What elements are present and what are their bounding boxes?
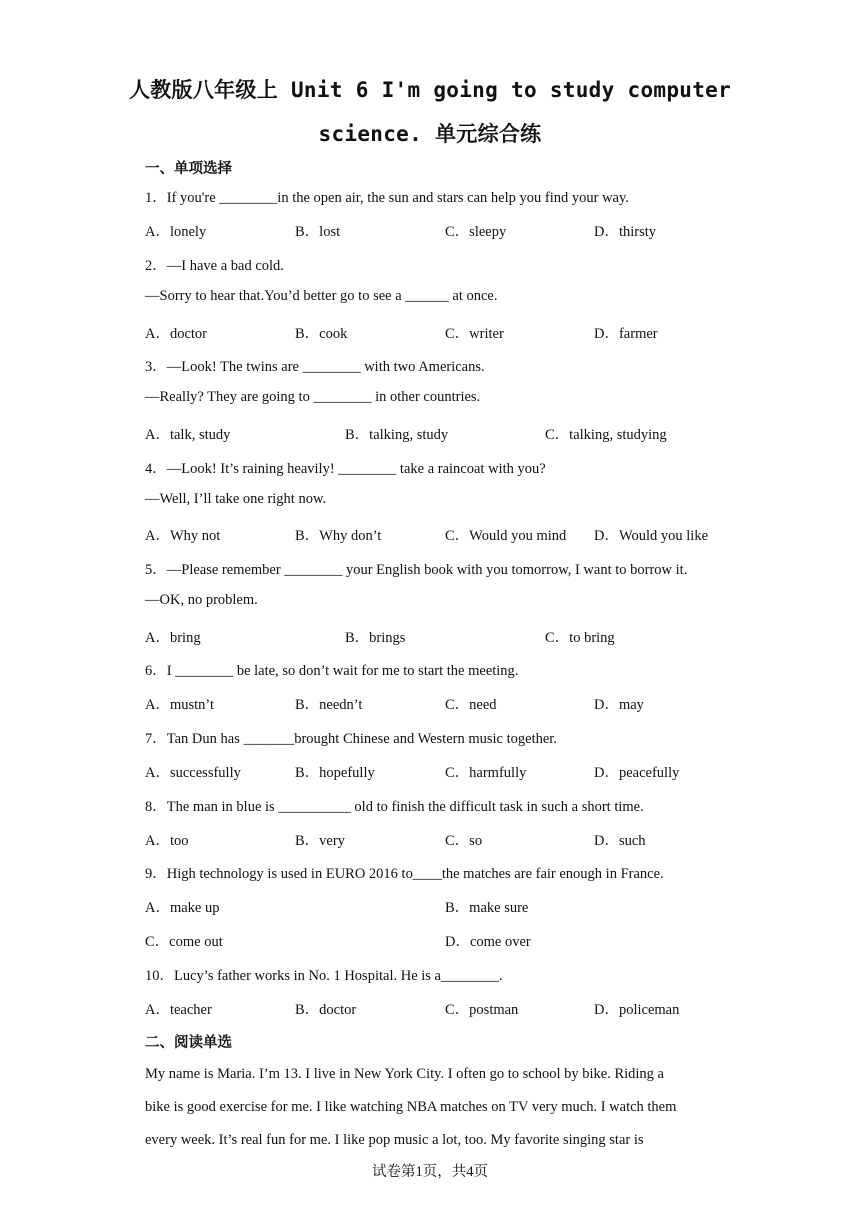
question-10-option-a: A．teacher <box>145 1002 212 1018</box>
question-8-option-b: B．very <box>295 833 345 849</box>
question-6-option-a: A．mustn’t <box>145 697 215 713</box>
question-9-option-b: B．make sure <box>445 900 529 916</box>
question-10-option-b: B．doctor <box>295 1002 357 1018</box>
page-footer: 试卷第1页，共4页 <box>372 1164 488 1180</box>
question-9-option-d: D．come over <box>445 934 531 950</box>
question-8-option-c: C．so <box>445 833 483 849</box>
question-4-option-a: A．Why not <box>145 528 221 544</box>
question-3-option-c: C．talking, studying <box>545 427 667 443</box>
question-5-option-b: B．brings <box>345 630 406 646</box>
question-5-stem: 5．—Please remember ________ your English book with you tomorrow, I want to borrow it. <box>145 562 688 578</box>
document-title-line2: science. 单元综合练 <box>318 122 542 146</box>
passage-line-3: every week. It’s real fun for me. I like pop music a lot, too. My favorite singing star is <box>145 1132 644 1148</box>
question-6-option-d: D．may <box>594 697 644 713</box>
question-4-stem: 4．—Look! It’s raining heavily! ________ take a raincoat with you? <box>145 461 546 477</box>
question-4-option-c: C．Would you mind <box>445 528 567 544</box>
question-9-stem: 9．High technology is used in EURO 2016 to____the matches are fair enough in France. <box>145 866 664 882</box>
question-7-stem: 7．Tan Dun has _______brought Chinese and Western music together. <box>145 731 557 747</box>
question-4-stem-reply: —Well, I’ll take one right now. <box>145 491 327 507</box>
question-6-stem: 6．I ________ be late, so don’t wait for me to start the meeting. <box>145 663 519 679</box>
passage-line-1: My name is Maria. I’m 13. I live in New York City. I often go to school by bike. Riding a <box>145 1066 664 1082</box>
question-7-option-a: A．successfully <box>145 765 241 781</box>
question-7-option-b: B．hopefully <box>295 765 375 781</box>
question-4-option-b: B．Why don’t <box>295 528 382 544</box>
question-2-option-c: C．writer <box>445 326 504 342</box>
question-8-option-d: D．such <box>594 833 646 849</box>
question-2-stem-reply: —Sorry to hear that.You’d better go to see a ______ at once. <box>145 288 498 304</box>
question-1-option-c: C．sleepy <box>445 224 507 240</box>
question-7-option-d: D．peacefully <box>594 765 680 781</box>
question-4-option-d: D．Would you like <box>594 528 709 544</box>
question-1-stem: 1．If you're ________in the open air, the sun and stars can help you find your way. <box>145 190 629 206</box>
question-3-option-b: B．talking, study <box>345 427 449 443</box>
section-heading-single-choice: 一、单项选择 <box>145 161 232 177</box>
question-2-option-a: A．doctor <box>145 326 208 342</box>
question-10-option-c: C．postman <box>445 1002 519 1018</box>
question-9-option-a: A．make up <box>145 900 220 916</box>
passage-line-2: bike is good exercise for me. I like watching NBA matches on TV very much. I watch them <box>145 1099 677 1115</box>
question-1-option-b: B．lost <box>295 224 341 240</box>
document-title-line1: 人教版八年级上 Unit 6 I'm going to study computer <box>128 78 732 102</box>
question-2-stem: 2．—I have a bad cold. <box>145 258 284 274</box>
question-10-stem: 10．Lucy’s father works in No. 1 Hospital. He is a________. <box>145 968 503 984</box>
question-6-option-c: C．need <box>445 697 497 713</box>
question-5-stem-reply: —OK, no problem. <box>145 592 258 608</box>
question-8-stem: 8．The man in blue is __________ old to finish the difficult task in such a short time. <box>145 799 644 815</box>
question-6-option-b: B．needn’t <box>295 697 363 713</box>
question-2-option-d: D．farmer <box>594 326 658 342</box>
question-5-option-c: C．to bring <box>545 630 615 646</box>
question-7-option-c: C．harmfully <box>445 765 527 781</box>
question-5-option-a: A．bring <box>145 630 201 646</box>
question-9-option-c: C．come out <box>145 934 223 950</box>
question-3-stem: 3．—Look! The twins are ________ with two Americans. <box>145 359 485 375</box>
question-8-option-a: A．too <box>145 833 189 849</box>
question-3-stem-reply: —Really? They are going to ________ in other countries. <box>145 389 481 405</box>
question-1-option-d: D．thirsty <box>594 224 657 240</box>
question-2-option-b: B．cook <box>295 326 348 342</box>
section-heading-reading: 二、阅读单选 <box>145 1035 232 1051</box>
question-3-option-a: A．talk, study <box>145 427 231 443</box>
question-1-option-a: A．lonely <box>145 224 207 240</box>
question-10-option-d: D．policeman <box>594 1002 680 1018</box>
